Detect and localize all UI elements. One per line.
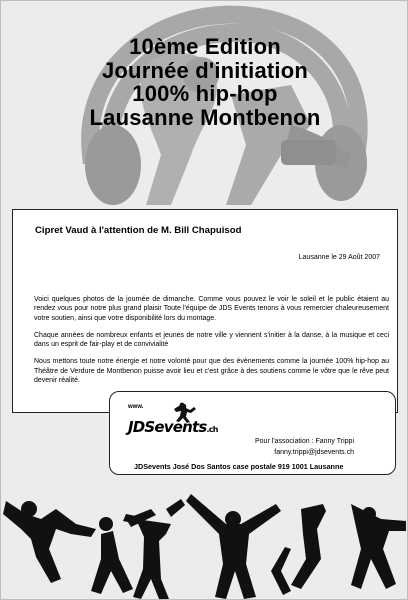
logo-brand-text: JDSevents — [128, 418, 207, 436]
letter-body — [34, 295, 389, 393]
contact-email[interactable]: fanny.trippi@jdsevents.ch — [274, 449, 354, 456]
letter-date: Lausanne le 29 Août 2007 — [298, 254, 380, 261]
dancer-silhouette-1 — [3, 501, 96, 583]
letter-box — [12, 209, 398, 413]
logo-brand — [128, 418, 218, 436]
title-line-hiphop: 100% hip-hop — [132, 81, 278, 106]
signature-box — [109, 391, 396, 475]
association-signature: Pour l'association : Fanny Trippi — [255, 438, 354, 445]
postal-address: JDSevents José Dos Santos case postale 919 1001 Lausanne — [134, 462, 344, 471]
logo-tld: .ch — [206, 425, 218, 434]
logo-www: www. — [128, 404, 144, 410]
dancer-silhouette-4 — [186, 494, 281, 599]
title-line-journee: Journée d'initiation — [101, 57, 309, 83]
letter-paragraph: Nous mettons toute notre énergie et notre volonté pour que des évènements comme la journée 100% hip-hop au Théâtre de Verdure de Montbenon puisse avoir lieu et c'est grâce à des soutiens comme le vôtre que le rêve peut devenir réalité. — [34, 358, 389, 385]
title-line-edition: 10ème Edition — [129, 34, 281, 59]
letter-paragraph: Chaque années de nombreux enfants et jeunes de notre ville y viennent s'initier à la danse, à la musique et ceci dans un esprit de fair-play et de convivialité — [34, 331, 389, 349]
letter-recipient: Cipret Vaud à l'attention de M. Bill Chapuisod — [35, 225, 242, 236]
jdsevents-logo — [128, 402, 226, 442]
dancer-silhouette-6 — [351, 504, 406, 589]
title-line-location: Lausanne Montbenon — [89, 104, 321, 130]
dancer-silhouette-5 — [271, 504, 326, 595]
breakdancers-silhouettes — [1, 479, 408, 600]
event-title — [1, 35, 408, 129]
letter-paragraph: Voici quelques photos de la journée de dimanche. Comme vous pouvez le voir le soleil et le public étaient au rendez vous pour notre plus grand plaisir Toute l'équipe de JDS Events tenons à vous remercier chaleureusement votre soutien, ainsi que votre disponibilité lors du montage. — [34, 296, 389, 322]
